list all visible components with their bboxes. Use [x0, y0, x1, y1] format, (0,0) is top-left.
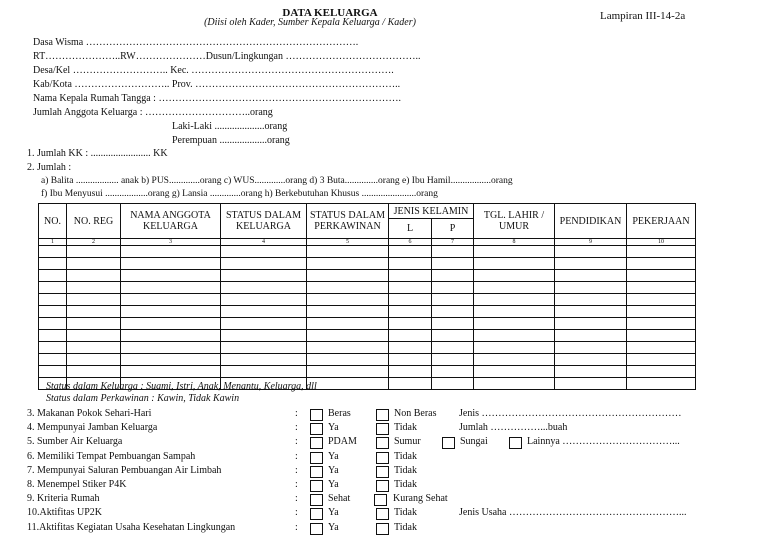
option-checkbox[interactable]: [310, 523, 323, 535]
table-cell[interactable]: [307, 270, 389, 282]
table-cell[interactable]: [555, 378, 627, 390]
table-cell[interactable]: [121, 318, 221, 330]
table-cell[interactable]: [121, 258, 221, 270]
table-row: [39, 306, 696, 318]
table-cell[interactable]: [432, 318, 474, 330]
jumlah-kk-field[interactable]: 1. Jumlah KK : ........................ KK: [27, 148, 168, 159]
table-cell[interactable]: [67, 366, 121, 378]
table-cell[interactable]: [555, 366, 627, 378]
table-cell[interactable]: [627, 354, 696, 366]
table-cell[interactable]: [389, 318, 432, 330]
table-row: [39, 246, 696, 258]
col-header-pekerjaan: PEKERJAAN: [627, 204, 696, 239]
table-cell[interactable]: [67, 282, 121, 294]
option-label: Tidak: [394, 422, 417, 434]
table-cell[interactable]: [307, 354, 389, 366]
table-body: [39, 246, 696, 390]
question-extra-field[interactable]: Jenis Usaha ……………………………………………...: [459, 507, 687, 519]
option-label: Beras: [328, 408, 351, 419]
question-label: 10.Aktifitas UP2K: [27, 507, 102, 519]
table-cell[interactable]: [389, 342, 432, 354]
option-checkbox[interactable]: [310, 423, 323, 435]
table-cell[interactable]: [39, 330, 67, 342]
table-cell[interactable]: [627, 330, 696, 342]
col-number: 2: [67, 239, 121, 246]
table-cell[interactable]: [555, 318, 627, 330]
table-cell[interactable]: [307, 378, 389, 390]
question-colon: :: [295, 450, 298, 462]
table-cell[interactable]: [474, 342, 555, 354]
table-row: [39, 294, 696, 306]
table-cell[interactable]: [627, 282, 696, 294]
table-cell[interactable]: [39, 258, 67, 270]
table-cell[interactable]: [627, 306, 696, 318]
table-cell[interactable]: [39, 318, 67, 330]
table-cell[interactable]: [555, 270, 627, 282]
question-label: 7. Mempunyai Saluran Pembuangan Air Limbah: [27, 464, 222, 476]
table-cell[interactable]: [432, 378, 474, 390]
question-colon: :: [295, 464, 298, 476]
table-cell[interactable]: [627, 258, 696, 270]
document-title: DATA KELUARGA: [282, 7, 378, 19]
col-number: 9: [555, 239, 627, 246]
question-colon: :: [295, 479, 298, 490]
option-label: Tidak: [394, 479, 417, 490]
table-cell[interactable]: [121, 342, 221, 354]
question-extra-field[interactable]: Jumlah ……………...buah: [459, 422, 568, 434]
option-checkbox[interactable]: [310, 494, 323, 506]
table-cell[interactable]: [432, 330, 474, 342]
note-status-perkawinan: Status dalam Perkawinan : Kawin, Tidak Kawin: [46, 393, 240, 404]
question-label: 8. Menempel Stiker P4K: [27, 479, 127, 490]
col-header-tgl-lahir: TGL. LAHIR / UMUR: [474, 204, 555, 239]
question-label: 5. Sumber Air Keluarga: [27, 436, 123, 448]
table-cell[interactable]: [307, 246, 389, 258]
option-label: Tidak: [394, 521, 417, 533]
option-label: Ya: [328, 450, 339, 462]
option-label: Ya: [328, 479, 339, 490]
note-status-keluarga: Status dalam Keluarga : Suami, Istri, Anak, Menantu, Keluarga, dll: [46, 381, 317, 392]
table-cell[interactable]: [555, 258, 627, 270]
question-colon: :: [295, 507, 298, 519]
option-checkbox[interactable]: [310, 508, 323, 520]
question-colon: :: [295, 521, 298, 533]
table-cell[interactable]: [121, 294, 221, 306]
option-label: Sehat: [328, 493, 351, 505]
table-cell[interactable]: [67, 342, 121, 354]
col-header-no: NO.: [39, 204, 67, 239]
table-cell[interactable]: [121, 330, 221, 342]
table-cell[interactable]: [474, 306, 555, 318]
table-cell[interactable]: [67, 306, 121, 318]
table-cell[interactable]: [121, 270, 221, 282]
question-colon: :: [295, 493, 298, 505]
table-row: [39, 354, 696, 366]
option-checkbox[interactable]: [509, 437, 522, 449]
table-cell[interactable]: [389, 246, 432, 258]
option-label: Sungai: [460, 436, 488, 448]
jumlah-row-a[interactable]: a) Balita .................. anak b) PUS.............orang c) WUS.............orang d) 3 Buta..............orang e) Ibu Hamil.................orang: [41, 176, 513, 186]
jumlah-row-f[interactable]: f) Ibu Menyusui ..................orang g) Lansia .............orang h) Berkebutuhan Khusus .......................orang: [41, 189, 438, 199]
option-label: PDAM: [328, 436, 357, 448]
kepala-keluarga-field[interactable]: Nama Kepala Rumah Tangga : ……………………………………………………………….: [33, 93, 401, 104]
option-checkbox[interactable]: [310, 466, 323, 478]
table-cell[interactable]: [39, 270, 67, 282]
table-cell[interactable]: [432, 282, 474, 294]
table-cell[interactable]: [307, 342, 389, 354]
table-cell[interactable]: [555, 306, 627, 318]
table-cell[interactable]: [121, 282, 221, 294]
table-cell[interactable]: [389, 282, 432, 294]
col-header-status-perkawinan: STATUS DALAM PERKAWINAN: [307, 204, 389, 239]
dasa-wisma-field[interactable]: Dasa Wisma ……………………………………………………………………….: [33, 37, 359, 48]
table-cell[interactable]: [389, 270, 432, 282]
table-cell[interactable]: [221, 282, 307, 294]
table-cell[interactable]: [307, 366, 389, 378]
table-cell[interactable]: [221, 270, 307, 282]
table-cell[interactable]: [627, 366, 696, 378]
table-cell[interactable]: [121, 366, 221, 378]
table-cell[interactable]: [307, 318, 389, 330]
table-cell[interactable]: [221, 366, 307, 378]
table-cell[interactable]: [221, 246, 307, 258]
option-label: Tidak: [394, 507, 417, 519]
table-cell[interactable]: [555, 246, 627, 258]
table-cell[interactable]: [221, 306, 307, 318]
table-cell[interactable]: [67, 318, 121, 330]
option-checkbox[interactable]: [376, 409, 389, 421]
table-row: [39, 330, 696, 342]
table-cell[interactable]: [67, 330, 121, 342]
table-row: [39, 270, 696, 282]
table-cell[interactable]: [39, 366, 67, 378]
option-label: Sumur: [394, 436, 421, 448]
table-cell[interactable]: [474, 354, 555, 366]
option-label: Tidak: [394, 450, 417, 462]
table-row: [39, 342, 696, 354]
jumlah-label: 2. Jumlah :: [27, 162, 72, 173]
question-colon: :: [295, 436, 298, 448]
table-cell[interactable]: [474, 246, 555, 258]
col-number: 4: [221, 239, 307, 246]
table-cell[interactable]: [474, 330, 555, 342]
table-cell[interactable]: [221, 258, 307, 270]
table-cell[interactable]: [432, 258, 474, 270]
table-cell[interactable]: [221, 342, 307, 354]
kab-prov-field[interactable]: Kab/Kota ……………………….. Prov. ……………………………………………………..: [33, 79, 401, 90]
jumlah-anggota-field[interactable]: Jumlah Anggota Keluarga : …………………………..orang: [33, 107, 273, 118]
question-label: 6. Memiliki Tempat Pembuangan Sampah: [27, 450, 196, 462]
table-cell[interactable]: [221, 294, 307, 306]
rt-rw-field[interactable]: RT…………………..RW…………………Dusun/Lingkungan …………………………………..: [33, 51, 421, 62]
option-checkbox[interactable]: [376, 523, 389, 535]
table-cell[interactable]: [67, 270, 121, 282]
table-row: [39, 282, 696, 294]
table-cell[interactable]: [474, 270, 555, 282]
table-cell[interactable]: [474, 282, 555, 294]
option-checkbox[interactable]: [376, 480, 389, 492]
table-cell[interactable]: [389, 354, 432, 366]
table-cell[interactable]: [432, 366, 474, 378]
table-cell[interactable]: [627, 318, 696, 330]
option-checkbox[interactable]: [374, 494, 387, 506]
table-cell[interactable]: [67, 294, 121, 306]
table-cell[interactable]: [389, 378, 432, 390]
table-cell[interactable]: [432, 294, 474, 306]
option-checkbox[interactable]: [376, 423, 389, 435]
option-checkbox[interactable]: [376, 437, 389, 449]
table-cell[interactable]: [474, 258, 555, 270]
table-cell[interactable]: [39, 306, 67, 318]
table-cell[interactable]: [39, 282, 67, 294]
table-cell[interactable]: [555, 342, 627, 354]
table-cell[interactable]: [221, 354, 307, 366]
table-cell[interactable]: [121, 354, 221, 366]
table-cell[interactable]: [474, 318, 555, 330]
table-cell[interactable]: [39, 294, 67, 306]
table-cell[interactable]: [389, 258, 432, 270]
perempuan-field[interactable]: Perempuan ...................orang: [172, 135, 290, 146]
option-checkbox[interactable]: [310, 409, 323, 421]
table-cell[interactable]: [432, 306, 474, 318]
option-label: Kurang Sehat: [393, 493, 448, 505]
table-cell[interactable]: [221, 330, 307, 342]
col-number: 1: [39, 239, 67, 246]
option-checkbox[interactable]: [376, 466, 389, 478]
question-label: 9. Kriteria Rumah: [27, 493, 100, 505]
option-label: Ya: [328, 422, 339, 434]
option-checkbox[interactable]: [442, 437, 455, 449]
table-cell[interactable]: [67, 354, 121, 366]
table-cell[interactable]: [389, 366, 432, 378]
table-row: [39, 366, 696, 378]
col-header-pendidikan: PENDIDIKAN: [555, 204, 627, 239]
col-header-nama: NAMA ANGGOTA KELUARGA: [121, 204, 221, 239]
anggota-keluarga-table: [38, 203, 696, 390]
option-checkbox[interactable]: [310, 452, 323, 464]
option-label: Ya: [328, 507, 339, 519]
laki-laki-field[interactable]: Laki-Laki ....................orang: [172, 121, 288, 132]
option-checkbox[interactable]: [310, 480, 323, 492]
table-cell[interactable]: [432, 342, 474, 354]
question-label: 3. Makanan Pokok Sehari-Hari: [27, 408, 152, 419]
col-header-l: L: [389, 219, 432, 239]
col-number: 3: [121, 239, 221, 246]
lampiran-code: Lampiran III-14-2a: [600, 10, 686, 22]
col-number: 7: [432, 239, 474, 246]
table-cell[interactable]: [627, 294, 696, 306]
col-header-no-reg: NO. REG: [67, 204, 121, 239]
table-cell[interactable]: [307, 258, 389, 270]
table-cell[interactable]: [307, 282, 389, 294]
table-cell[interactable]: [389, 294, 432, 306]
col-number: 8: [474, 239, 555, 246]
table-cell[interactable]: [307, 330, 389, 342]
table-cell[interactable]: [555, 330, 627, 342]
option-label: Non Beras: [394, 408, 437, 419]
col-number: 10: [627, 239, 696, 246]
table-cell[interactable]: [627, 246, 696, 258]
col-header-status-keluarga: STATUS DALAM KELUARGA: [221, 204, 307, 239]
table-cell[interactable]: [39, 354, 67, 366]
table-cell[interactable]: [432, 246, 474, 258]
table-cell[interactable]: [67, 258, 121, 270]
question-label: 4. Mempunyai Jamban Keluarga: [27, 422, 158, 434]
table-cell[interactable]: [432, 354, 474, 366]
col-number: 5: [307, 239, 389, 246]
option-checkbox[interactable]: [310, 437, 323, 449]
table-cell[interactable]: [432, 270, 474, 282]
table-cell[interactable]: [555, 354, 627, 366]
col-number: 6: [389, 239, 432, 246]
table-cell[interactable]: [389, 330, 432, 342]
table-cell[interactable]: [121, 246, 221, 258]
table-cell[interactable]: [307, 294, 389, 306]
table-cell[interactable]: [474, 366, 555, 378]
col-header-p: P: [432, 219, 474, 239]
table-row: [39, 258, 696, 270]
option-label: Tidak: [394, 464, 417, 476]
table-cell[interactable]: [627, 378, 696, 390]
table-cell[interactable]: [474, 294, 555, 306]
question-colon: :: [295, 408, 298, 419]
col-header-jenis-kelamin: JENIS KELAMIN: [389, 204, 474, 219]
table-cell[interactable]: [307, 306, 389, 318]
table-cell[interactable]: [121, 306, 221, 318]
question-colon: :: [295, 422, 298, 434]
table-cell[interactable]: [39, 342, 67, 354]
table-cell[interactable]: [389, 306, 432, 318]
table-cell[interactable]: [39, 246, 67, 258]
option-checkbox[interactable]: [376, 508, 389, 520]
option-label: Ya: [328, 521, 339, 533]
table-cell[interactable]: [221, 318, 307, 330]
question-label: 11.Aktifitas Kegiatan Usaha Kesehatan Lingkungan: [27, 521, 236, 533]
table-cell[interactable]: [555, 294, 627, 306]
option-label: Lainnya ……………………………...: [527, 436, 680, 448]
option-label: Ya: [328, 464, 339, 476]
question-extra-field[interactable]: Jenis ……………………………………………………: [459, 408, 682, 419]
option-checkbox[interactable]: [376, 452, 389, 464]
table-cell[interactable]: [474, 378, 555, 390]
table-cell[interactable]: [627, 342, 696, 354]
desa-kec-field[interactable]: Desa/Kel ……………………….. Kec. …………………………………………………….: [33, 65, 394, 76]
table-cell[interactable]: [627, 270, 696, 282]
table-cell[interactable]: [67, 246, 121, 258]
table-row: [39, 318, 696, 330]
table-cell[interactable]: [555, 282, 627, 294]
document-subtitle: (Diisi oleh Kader, Sumber Kepala Keluarga / Kader): [204, 17, 416, 28]
